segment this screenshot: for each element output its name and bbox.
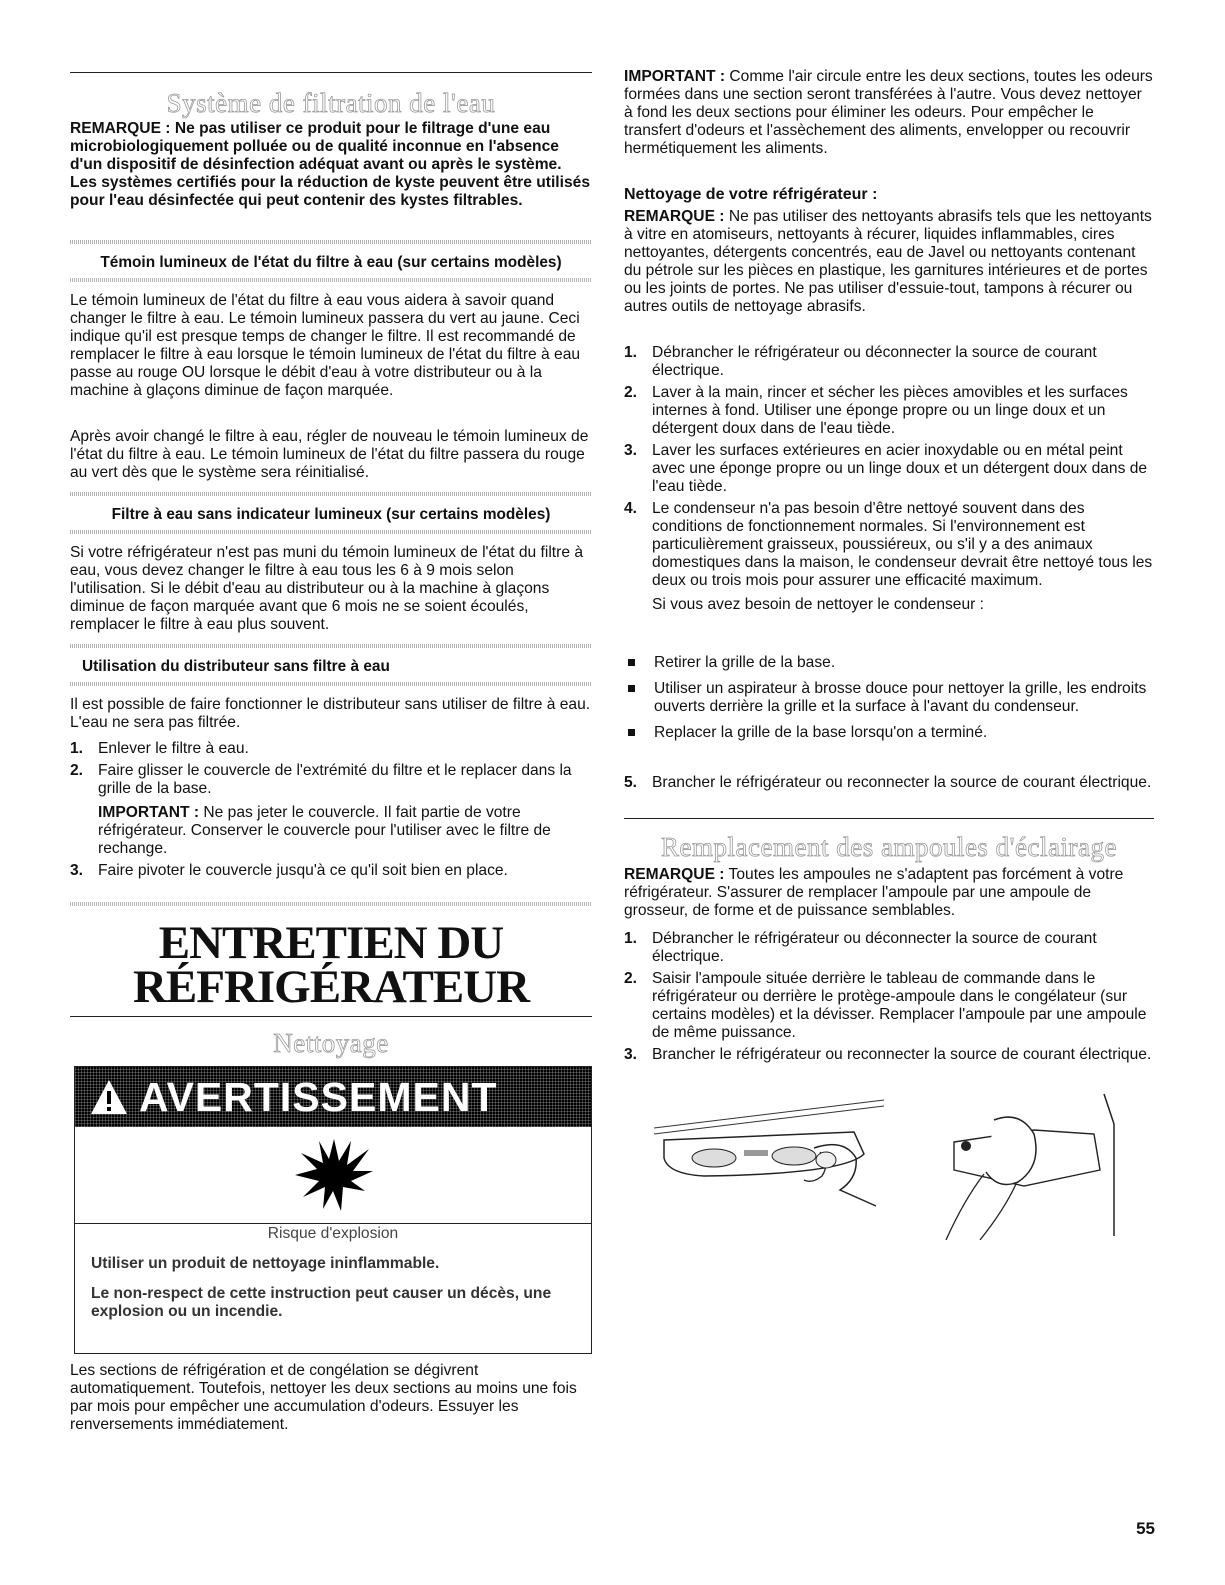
list-item: 4. Le condenseur n'a pas besoin d'être nettoyé souvent dans des conditions de fonctionnement normales. Si l'environnement est particulièrement graisseux, poussiéreux, ou s'il y a des animaux domestiques dans la maison, le condenseur devrait être nettoyé tous les deux ou trois mois pour assurer une efficacité maximum. Si vous avez besoin de nettoyer le condenseur : bbox=[624, 500, 1153, 613]
cleaning-step-5 bbox=[624, 774, 1154, 796]
warning-triangle-icon bbox=[89, 1077, 129, 1117]
condenser-intro: Si vous avez besoin de nettoyer le condenseur : bbox=[652, 596, 985, 613]
no-filter-steps bbox=[70, 740, 592, 884]
list-item: 2. Faire glisser le couvercle de l'extrémité du filtre et le replacer dans la grille de la base. IMPORTANT : Ne pas jeter le couvercle. Il fait partie de votre réfrigérateur. Conserver le couvercle pour l'utiliser avec le filtre de rechange. bbox=[70, 762, 592, 858]
indicator-paragraph-1: Le témoin lumineux de l'état du filtre à eau vous aidera à savoir quand changer le filtre à eau. Le témoin lumineux passera du vert au jaune. Ceci indique qu'il est presque temps de changer le filtre. Il est recommandé de remplacer le filtre à eau lorsque le témoin lumineux de l'état du filtre à eau passe au rouge OU lorsque le débit d'eau à votre distributeur ou à la machine à glaçons diminue de façon marquée. bbox=[70, 292, 581, 399]
warning-symbol-area bbox=[75, 1127, 591, 1224]
warning-line-1: Utiliser un produit de nettoyage ininflammable. bbox=[91, 1255, 440, 1272]
dotted-divider bbox=[70, 240, 592, 244]
section-rule bbox=[624, 818, 1154, 819]
section-rule bbox=[70, 72, 592, 73]
list-item: Replacer la grille de la base lorsqu'on a terminé. bbox=[596, 724, 1154, 742]
bullet-square-icon bbox=[628, 729, 635, 736]
dotted-divider bbox=[70, 902, 592, 906]
dotted-divider bbox=[70, 644, 592, 648]
warning-line-2: Le non-respect de cette instruction peut causer un décès, une explosion ou un incendie. bbox=[91, 1285, 552, 1320]
bulb-remarque: REMARQUE : Toutes les ampoules ne s'adaptent pas forcément à votre réfrigérateur. S'assurer de remplacer l'ampoule par une ampoule de grosseur, de forme et de puissance semblables. bbox=[624, 866, 1124, 919]
warning-text bbox=[75, 1225, 591, 1321]
section-rule bbox=[70, 1016, 592, 1017]
no-filter-paragraph: Il est possible de faire fonctionner le distributeur sans utiliser de filtre à eau. L'eau ne sera pas filtrée. bbox=[70, 696, 591, 731]
dotted-divider bbox=[70, 492, 592, 496]
page-number: 55 bbox=[1136, 1519, 1155, 1538]
step2-important-note: IMPORTANT : Ne pas jeter le couvercle. Il fait partie de votre réfrigérateur. Conserver le couvercle pour l'utiliser avec le filtre de rechange. bbox=[98, 804, 551, 857]
cleaning-steps bbox=[624, 344, 1154, 622]
list-item: 1. Enlever le filtre à eau. bbox=[70, 740, 249, 757]
defrost-paragraph: Les sections de réfrigération et de congélation se dégivrent automatiquement. Toutefois, nettoyer les deux sections au moins une fois par mois pour empêcher une accumulation d'odeurs. Essuyer les renversements immédiatement. bbox=[70, 1362, 577, 1433]
dotted-divider bbox=[70, 682, 592, 686]
list-item: 3. Faire pivoter le couvercle jusqu'à ce qu'il soit bien en place. bbox=[70, 862, 508, 879]
no-indicator-heading: Filtre à eau sans indicateur lumineux (sur certains modèles) bbox=[111, 506, 551, 523]
maintenance-title-line-1: ENTRETIEN DU bbox=[158, 917, 504, 969]
bulb-steps bbox=[624, 930, 1154, 1068]
list-item: 1. Débrancher le réfrigérateur ou déconnecter la source de courant électrique. bbox=[624, 930, 1097, 965]
indicator-heading: Témoin lumineux de l'état du filtre à eau (sur certains modèles) bbox=[100, 254, 562, 271]
important-odors-note: IMPORTANT : Comme l'air circule entre les deux sections, toutes les odeurs formées dans une section seront transférées à l'autre. Vous devez nettoyer à fond les deux sections pour éliminer les odeurs. Pour empêcher le transfert d'odeurs et l'assèchement des aliments, envelopper ou recouvrir hermétiquement les aliments. bbox=[624, 68, 1153, 157]
list-item: 3. Brancher le réfrigérateur ou reconnecter la source de courant électrique. bbox=[624, 1046, 1152, 1063]
bullet-square-icon bbox=[628, 659, 635, 666]
cleaning-section-title: Nettoyage bbox=[273, 1028, 389, 1058]
freezer-bulb-illustration bbox=[924, 1090, 1124, 1240]
control-panel-bulb-illustration bbox=[644, 1098, 894, 1208]
cleaning-remarque: REMARQUE : Ne pas utiliser des nettoyants abrasifs tels que les nettoyants à vitre en atomiseurs, nettoyants à récurer, liquides inflammables, cires nettoyantes, détergents concentrés, eau de Javel ou nettoyants contenant du pétrole sur les pièces en plastique, les garnitures intérieures et de portes ou les joints de portes. Ne pas utiliser d'essuie-tout, tampons à récurer ou autres outils de nettoyage abrasifs. bbox=[624, 208, 1152, 315]
list-item: 3. Laver les surfaces extérieures en acier inoxydable ou en métal peint avec une éponge propre ou un linge doux et un détergent doux dans de l'eau tiède. bbox=[624, 442, 1148, 495]
list-item: Utiliser un aspirateur à brosse douce pour nettoyer la grille, les endroits ouverts derrière la grille et la surface à l'avant du condenseur. bbox=[596, 680, 1154, 716]
list-item: 2. Saisir l'ampoule située derrière le tableau de commande dans le réfrigérateur ou derrière le protège-ampoule dans le congélateur (sur certains modèles) et la dévisser. Remplacer l'ampoule par une ampoule de même puissance. bbox=[624, 970, 1147, 1041]
water-filter-section-title: Système de filtration de l'eau bbox=[166, 88, 496, 118]
remarque-filter-note: REMARQUE : Ne pas utiliser ce produit pour le filtrage d'une eau microbiologiquement polluée ou de qualité inconnue en l'absence d'un dispositif de désinfection adéquat avant ou après le système. Les systèmes certifiés pour la réduction de kyste peuvent être utilisés pour l'eau désinfectée qui peut contenir des kystes filtrables. bbox=[70, 120, 590, 209]
warning-box bbox=[74, 1066, 592, 1354]
condenser-bullets bbox=[596, 654, 1154, 750]
list-item: Retirer la grille de la base. bbox=[596, 654, 1154, 672]
list-item: 1. Débrancher le réfrigérateur ou déconnecter la source de courant électrique. bbox=[624, 344, 1097, 379]
dotted-divider bbox=[70, 278, 592, 282]
explosion-icon bbox=[293, 1135, 375, 1215]
dotted-divider bbox=[70, 530, 592, 534]
no-indicator-paragraph: Si votre réfrigérateur n'est pas muni du témoin lumineux de l'état du filtre à eau, vous devez changer le filtre à eau tous les 6 à 9 mois selon l'utilisation. Si le débit d'eau au distributeur ou à la machine à glaçons diminue de façon marquée avant que 6 mois ne se soient écoulés, remplacer le filtre à eau plus souvent. bbox=[70, 544, 584, 633]
indicator-paragraph-2: Après avoir changé le filtre à eau, régler de nouveau le témoin lumineux de l'état du filtre à eau. Le témoin lumineux de l'état du filtre passera du rouge au vert dès que le système sera réinitialisé. bbox=[70, 428, 589, 481]
list-item: 5. Brancher le réfrigérateur ou reconnecter la source de courant électrique. bbox=[624, 774, 1152, 791]
bullet-square-icon bbox=[628, 685, 635, 692]
maintenance-title-line-2: RÉFRIGÉRATEUR bbox=[132, 961, 530, 1013]
warning-title: AVERTISSEMENT bbox=[139, 1074, 498, 1120]
cleaning-heading: Nettoyage de votre réfrigérateur : bbox=[624, 186, 878, 203]
warning-header bbox=[75, 1067, 591, 1127]
list-item: 2. Laver à la main, rincer et sécher les pièces amovibles et les surfaces internes à fond. Utiliser une éponge propre ou un linge doux et un détergent doux dans de l'eau tiède. bbox=[624, 384, 1128, 437]
no-filter-heading: Utilisation du distributeur sans filtre à eau bbox=[82, 658, 390, 675]
bulb-section-title: Remplacement des ampoules d'éclairage bbox=[661, 832, 1117, 862]
warning-risk: Risque d'explosion bbox=[267, 1225, 399, 1242]
